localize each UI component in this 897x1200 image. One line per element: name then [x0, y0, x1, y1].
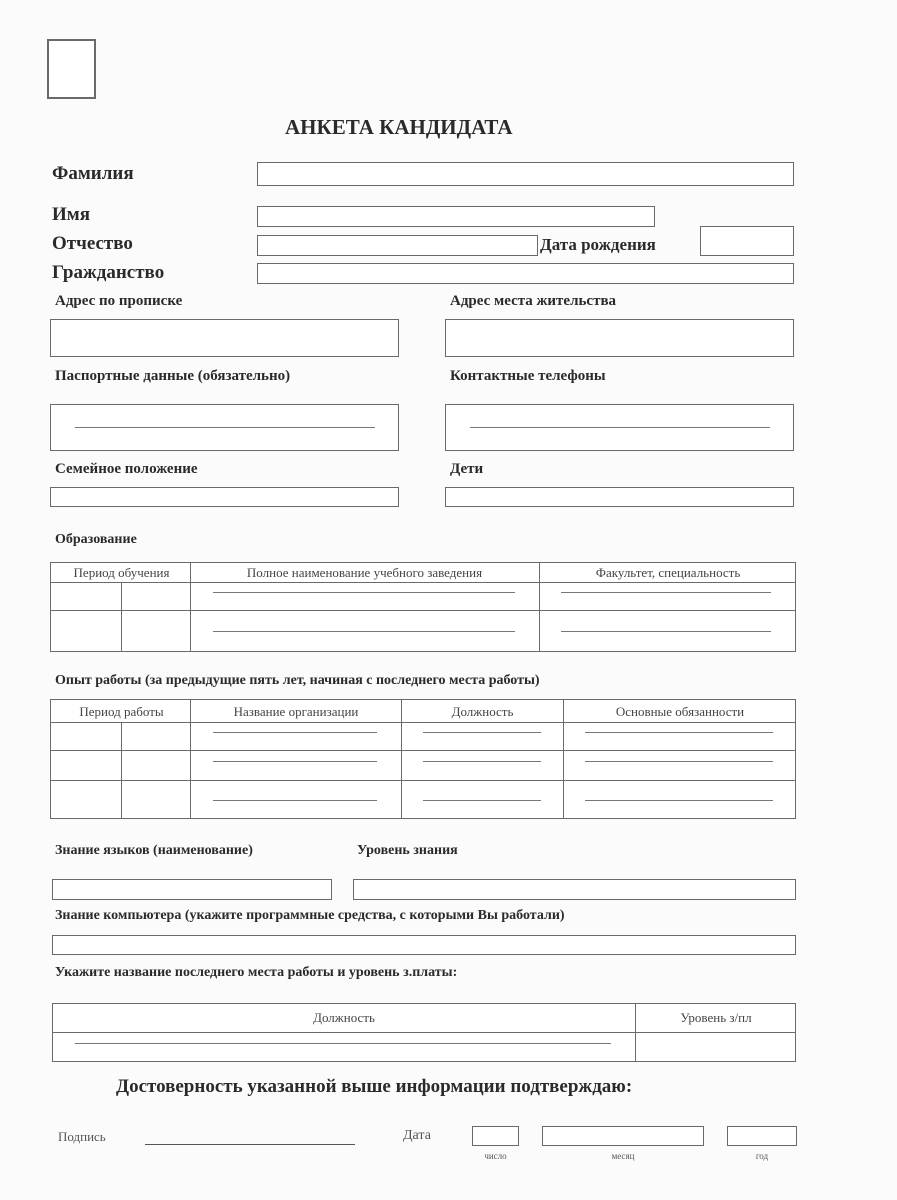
signature-line[interactable] [145, 1144, 355, 1145]
exp-entry-line [585, 800, 773, 801]
date-label: Дата [403, 1128, 431, 1143]
date-day-field[interactable] [472, 1126, 519, 1146]
edu-col-institution: Полное наименование учебного заведения [246, 565, 483, 580]
exp-col-duties: Основные обязанности [615, 704, 745, 719]
exp-col-period: Период работы [79, 704, 164, 719]
languages-label: Знание языков (наименование) [55, 843, 253, 858]
exp-entry-line [213, 732, 377, 733]
date-month-field[interactable] [542, 1126, 704, 1146]
exp-entry-line [585, 761, 773, 762]
edu-entry-line [561, 631, 771, 632]
passport-field[interactable] [50, 404, 399, 451]
edu-col-period: Период обучения [73, 565, 170, 580]
citizenship-field[interactable] [257, 263, 794, 284]
passport-line [75, 427, 375, 428]
exp-entry-line [213, 761, 377, 762]
last-job-col-salary: Уровень з/пл [680, 1010, 752, 1025]
edu-entry-line [213, 592, 515, 593]
edu-row-rule [51, 610, 795, 611]
citizenship-label: Гражданство [52, 262, 165, 283]
edu-col-rule [539, 563, 540, 652]
page-title: АНКЕТА КАНДИДАТА [285, 115, 513, 139]
date-year-caption: год [755, 1151, 769, 1161]
experience-label: Опыт работы (за предыдущие пять лет, начиная с последнего места работы) [55, 673, 540, 688]
edu-col-rule [121, 582, 122, 652]
date-month-caption: месяц [611, 1151, 635, 1161]
birth-date-label: Дата рождения [540, 235, 656, 254]
edu-entry-line [213, 631, 515, 632]
reg-address-label: Адрес по прописке [55, 293, 183, 309]
last-job-header-rule [53, 1032, 795, 1033]
computer-field[interactable] [52, 935, 796, 955]
last-job-col-position: Должность [313, 1010, 375, 1025]
exp-entry-line [423, 732, 541, 733]
surname-field[interactable] [257, 162, 794, 186]
exp-entry-line [423, 800, 541, 801]
surname-label: Фамилия [52, 163, 134, 184]
children-field[interactable] [445, 487, 794, 507]
name-field[interactable] [257, 206, 655, 227]
date-year-field[interactable] [727, 1126, 797, 1146]
education-label: Образование [55, 532, 137, 547]
patronymic-field[interactable] [257, 235, 538, 256]
edu-header-rule [51, 582, 795, 583]
exp-col-position: Должность [451, 704, 514, 719]
languages-field[interactable] [52, 879, 332, 900]
experience-table [50, 699, 796, 819]
phones-label: Контактные телефоны [450, 368, 606, 384]
name-label: Имя [52, 204, 90, 225]
marital-label: Семейное положение [55, 461, 198, 477]
edu-col-faculty: Факультет, специальность [595, 565, 741, 580]
edu-col-rule [190, 563, 191, 652]
exp-entry-line [585, 732, 773, 733]
exp-col-rule [121, 722, 122, 819]
reg-address-field[interactable] [50, 319, 399, 357]
birth-date-field[interactable] [700, 226, 794, 256]
exp-col-rule [401, 700, 402, 819]
exp-col-rule [190, 700, 191, 819]
date-day-caption: число [484, 1151, 507, 1161]
last-job-label: Укажите название последнего места работы и уровень з.платы: [55, 965, 458, 980]
live-address-field[interactable] [445, 319, 794, 357]
confirm-statement: Достоверность указанной выше информации подтверждаю: [116, 1076, 633, 1097]
live-address-label: Адрес места жительства [450, 293, 617, 309]
children-label: Дети [450, 461, 484, 477]
marital-field[interactable] [50, 487, 399, 507]
computer-label: Знание компьютера (укажите программные средства, с которыми Вы работали) [55, 908, 565, 923]
last-job-entry-line [75, 1043, 611, 1044]
last-job-col-rule [635, 1004, 636, 1062]
phones-line [470, 427, 770, 428]
education-table [50, 562, 796, 652]
language-level-field[interactable] [353, 879, 796, 900]
phones-field[interactable] [445, 404, 794, 451]
exp-entry-line [423, 761, 541, 762]
patronymic-label: Отчество [52, 233, 133, 254]
signature-label: Подпись [58, 1129, 106, 1144]
exp-col-rule [563, 700, 564, 819]
exp-entry-line [213, 800, 377, 801]
edu-entry-line [561, 592, 771, 593]
last-job-table [52, 1003, 796, 1062]
exp-col-organization: Название организации [233, 704, 359, 719]
exp-row-rule [51, 780, 795, 781]
exp-header-rule [51, 722, 795, 723]
passport-label: Паспортные данные (обязательно) [55, 368, 291, 384]
exp-row-rule [51, 750, 795, 751]
language-level-label: Уровень знания [357, 843, 458, 858]
photo-box [47, 39, 96, 99]
